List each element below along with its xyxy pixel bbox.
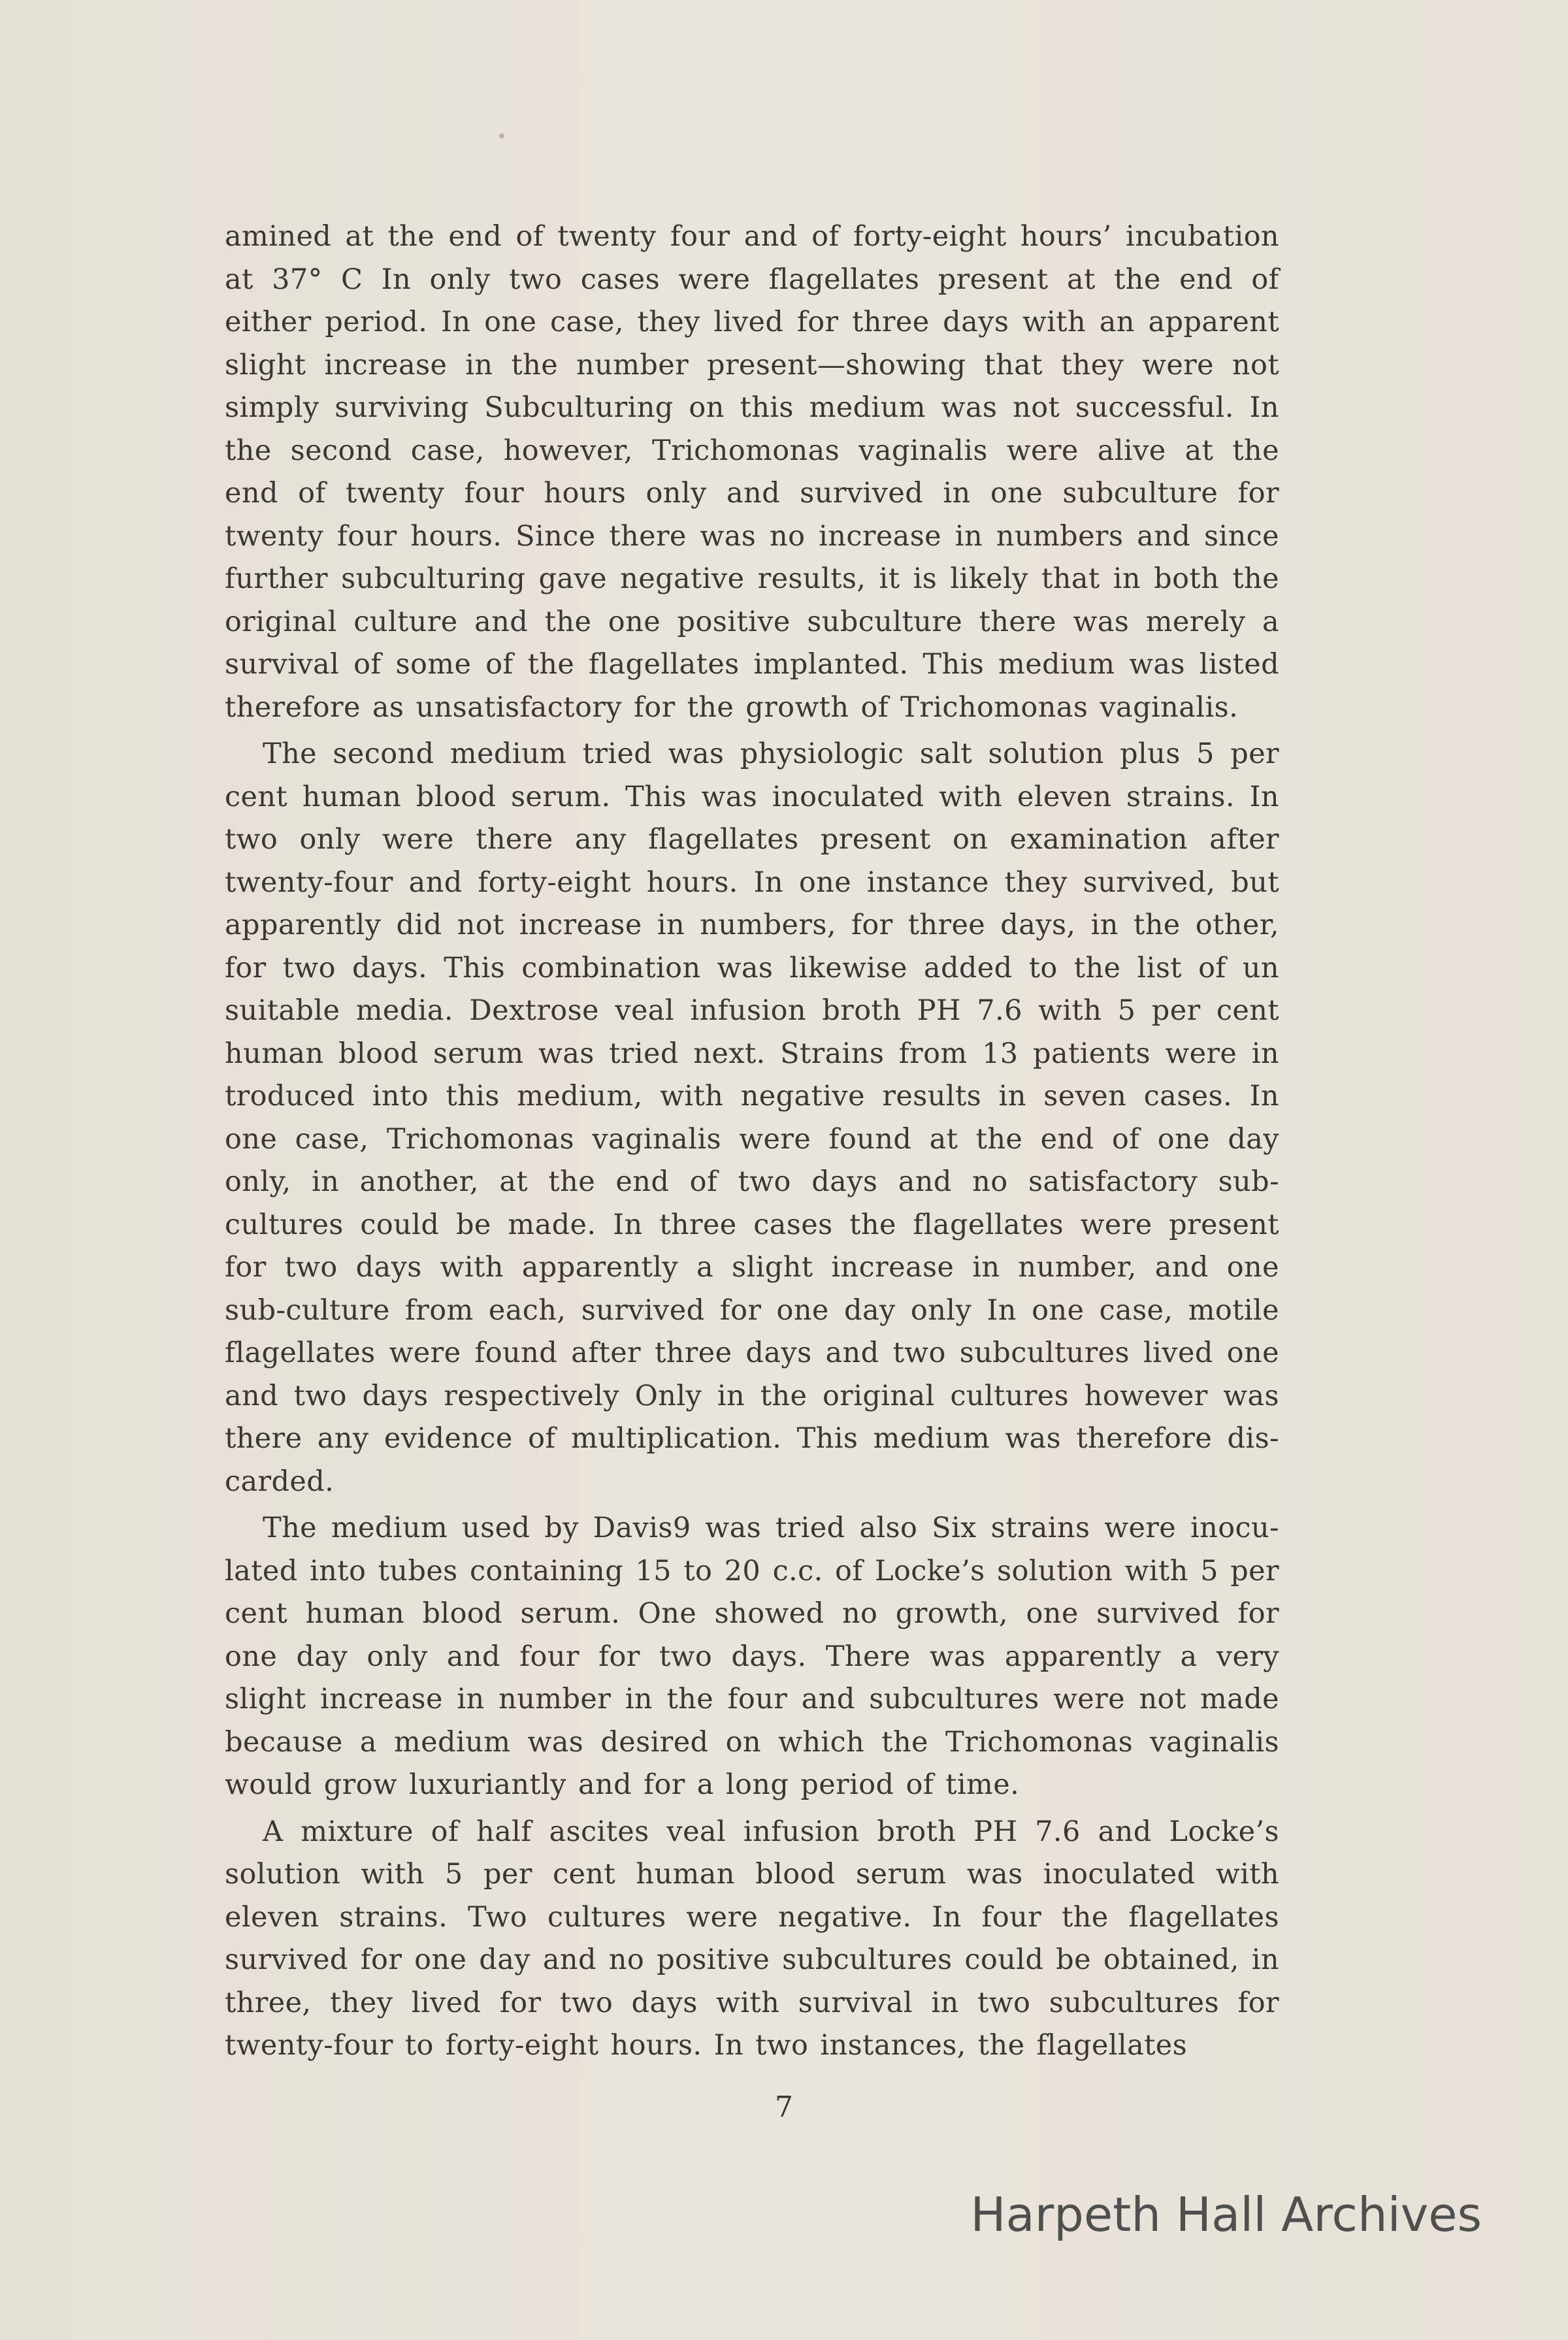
- paragraph-second-medium: The second medium tried was physiologic salt solution plus 5 per cent human blood serum. This was inoculated with eleven strains. In two only were there any flagellates present on examination after twenty-four and forty-eight hours. In one instance they survived, but apparently did not increase in numbers, for three days, in the other, for two days. This combination was likewise added to the list of un suitable media. Dextrose veal infusion broth PH 7.6 with 5 per cent human blood serum was tried next. Strains from 13 patients were in troduced into this medium, with negative results in seven cases. In one case, Trichomonas vaginalis were found at the end of one day only, in another, at the end of two days and no satisfactory sub-cultures could be made. In three cases the flagellates were present for two days with apparently a slight increase in number, and one sub-culture from each, survived for one day only In one case, motile flagellates were found after three days and two subcultures lived one and two days respectively Only in the original cultures however was there any evidence of multiplication. This medium was therefore dis-carded.: [225, 738, 1279, 1498]
- paragraph-davis-medium: The medium used by Davis9 was tried also Six strains were inocu-lated into tubes containing 15 to 20 c.c. of Locke’s solution with 5 per cent human blood serum. One showed no growth, one survived for one day only and four for two days. There was apparently a very slight increase in number in the four and subcultures were not made because a medium was desired on which the Trichomonas vaginalis would grow luxuriantly and for a long period of time.: [225, 1512, 1279, 1801]
- paragraph-continuation: amined at the end of twenty four and of forty-eight hours’ incubation at 37° C In only two cases were flagellates present at the end of either period. In one case, they lived for three days with an apparent slight increase in the number present—showing that they were not simply surviving Subculturing on this medium was not successful. In the second case, however, Trichomonas vaginalis were alive at the end of twenty four hours only and survived in one subculture for twenty four hours. Since there was no increase in numbers and since further subculturing gave negative results, it is likely that in both the original culture and the one positive subculture there was merely a survival of some of the flagellates implanted. This medium was listed therefore as unsatisfactory for the growth of Trichomonas vaginalis.: [225, 220, 1279, 724]
- page-number: 7: [775, 2090, 793, 2124]
- body-text: [225, 216, 1279, 2068]
- archive-watermark: Harpeth Hall Archives: [970, 2187, 1482, 2242]
- paragraph-ascites-mixture: A mixture of half ascites veal infusion broth PH 7.6 and Locke’s solution with 5 per cent human blood serum was inoculated with eleven strains. Two cultures were negative. In four the flagellates survived for one day and no positive subcultures could be obtained, in three, they lived for two days with survival in two subcultures for twenty-four to forty-eight hours. In two instances, the flagellates: [225, 1815, 1279, 2062]
- page-speck: [499, 133, 504, 138]
